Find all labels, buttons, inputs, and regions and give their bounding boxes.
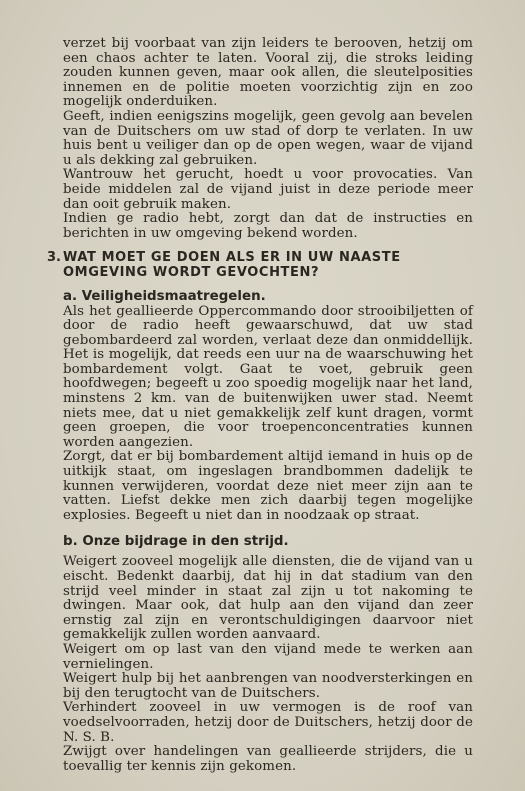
- paragraph: Weigert om op last van den vijand mede te werken aan vernielingen.: [63, 641, 473, 672]
- paragraph: Als het geallieerde Oppercommando door strooibiljetten of door de radio heeft gewaarschuwd, dat uw stad gebombardeerd zal worden, verlaat deze dan onmiddellijk. Het is mogelijk, dat reeds een uur na de waarschuwing het bombardement volgt. Gaat te voet, gebruik geen hoofdwegen; begeeft u zoo spoedig mogelijk naar het land, minstens 2 km. van de buitenwijken uwer stad. Neemt niets mee, dat u niet gemakkelijk zelf kunt dragen, vormt geen groepen, die voor troepenconcentraties kunnen worden aangezien.: [63, 303, 473, 450]
- paragraph: verzet bij voorbaat van zijn leiders te berooven, hetzij om een chaos achter te laten. Vooral zij, die stroks leiding zouden kunnen geven, maar ook allen, die sleutelposities innemen en de politie moeten voorzichtig zijn en zoo mogelijk onderduiken.: [63, 36, 473, 110]
- paragraph: Verhindert zooveel in uw vermogen is de roof van voedselvoorraden, hetzij door de Duitschers, hetzij door de N. S. B.: [63, 700, 473, 745]
- paragraph: Geeft, indien eenigszins mogelijk, geen gevolg aan bevelen van de Duitschers om uw stad of dorp te verlaten. In uw huis bent u veiliger dan op de open wegen, waar de vijand u als dekking zal gebruiken.: [63, 108, 473, 168]
- paragraph: Weigert zooveel mogelijk alle diensten, die de vijand van u eischt. Bedenkt daarbij, dat hij in dat stadium van den strijd veel minder in staat zal zijn u tot nakoming te dwingen. Maar ook, dat hulp aan den vijand dan zeer ernstig zal zijn en verontschuldigingen daarvoor niet gemakkelijk zullen worden aanvaard.: [63, 554, 473, 643]
- subsection-b-title: b. Onze bijdrage in den strijd.: [63, 534, 289, 550]
- section-title: WAT MOET GE DOEN ALS ER IN UW NAASTE OMGEVING WORDT GEVOCHTEN?: [63, 250, 401, 280]
- section-number: 3.: [47, 250, 61, 266]
- paragraph: Wantrouw het gerucht, hoedt u voor provocaties. Van beide middelen zal de vijand juist in deze periode meer dan ooit gebruik maken.: [63, 167, 473, 212]
- paragraph: Zwijgt over handelingen van geallieerde strijders, die u toevallig ter kennis zijn gekomen.: [63, 744, 473, 774]
- section-3: [47, 250, 473, 774]
- paragraph: Weigert hulp bij het aanbrengen van noodversterkingen en bij den terugtocht van de Duitschers.: [63, 671, 473, 701]
- paragraph: Zorgt, dat er bij bombardement altijd iemand in huis op de uitkijk staat, om ingeslagen brandbommen dadelijk te kunnen verwijderen, voordat deze niet meer zijn aan te vatten. Liefst dekke men zich daarbij tegen mogelijke explosies. Begeeft u niet dan in noodzaak op straat.: [63, 449, 473, 523]
- intro-paragraphs: [63, 37, 473, 241]
- subsection-a-title: a. Veiligheidsmaatregelen.: [63, 288, 266, 304]
- paragraph: Indien ge radio hebt, zorgt dan dat de instructies en berichten in uw omgeving bekend worden.: [63, 211, 473, 241]
- text-column: [47, 36, 473, 774]
